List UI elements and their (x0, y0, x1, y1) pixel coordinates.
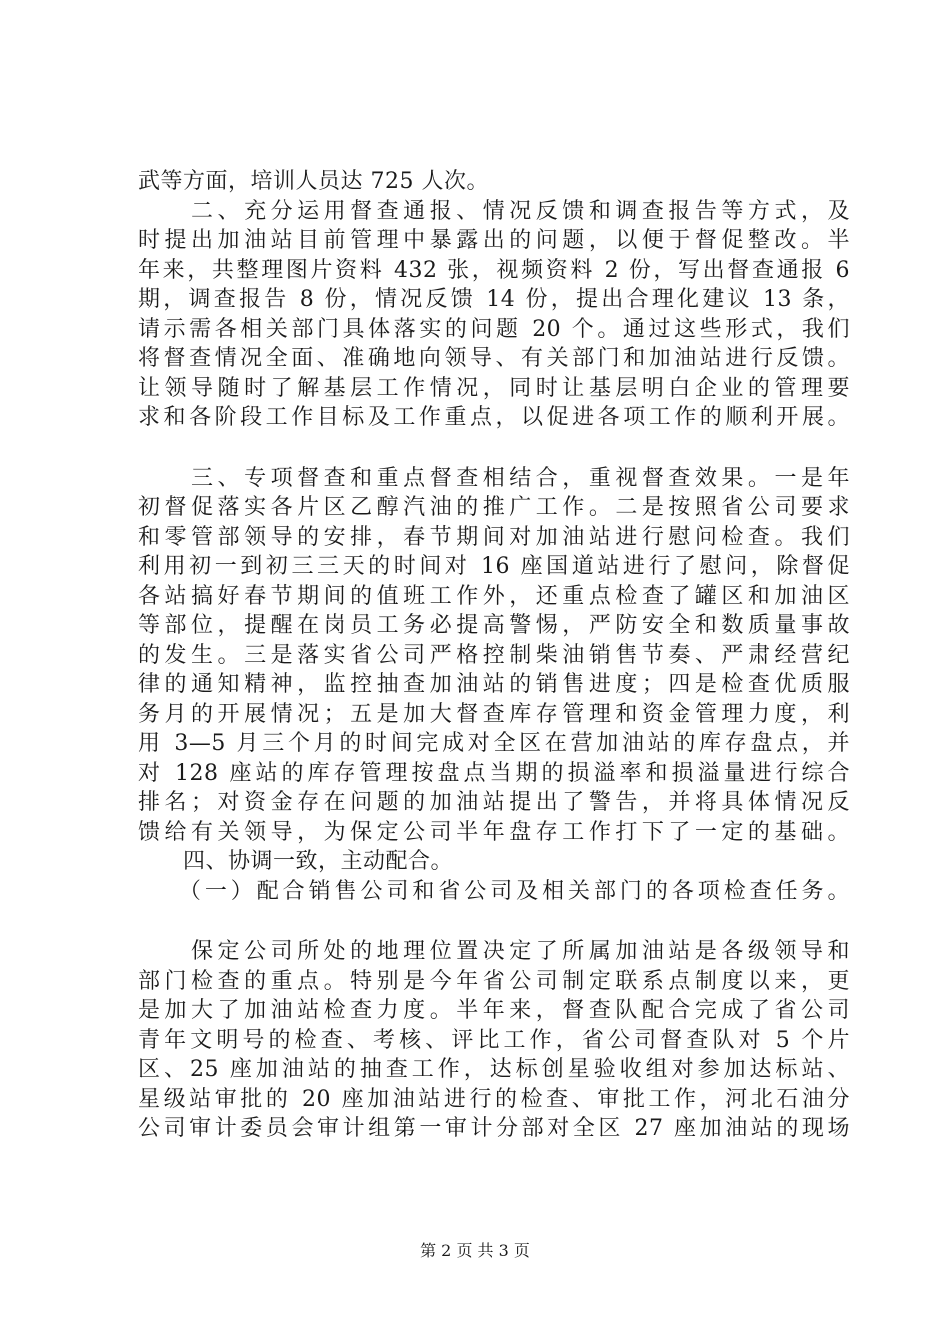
page-number-footer: 第 2 页 共 3 页 (420, 1241, 530, 1260)
text-line: （一）配合销售公司和省公司及相关部门的各项检查任务。 (138, 878, 850, 904)
text-line: 排名；对资金存在问题的加油站提出了警告，并将具体情况反 (138, 790, 850, 815)
text-line: 二、充分运用督查通报、情况反馈和调查报告等方式，及 (138, 198, 850, 224)
text-line: 将督查情况全面、准确地向领导、有关部门和加油站进行反馈。 (138, 346, 850, 371)
text-line: 公司审计委员会审计组第一审计分部对全区 27 座加油站的现场 (138, 1116, 850, 1141)
paragraph (138, 877, 850, 907)
paragraph-spacer (138, 433, 850, 464)
text-line: 部门检查的重点。特别是今年省公司制定联系点制度以来，更 (138, 968, 850, 994)
paragraph (138, 197, 850, 433)
paragraph (138, 167, 850, 197)
text-line: 初督促落实各片区乙醇汽油的推广工作。二是按照省公司要求 (138, 495, 850, 520)
text-line: 武等方面，培训人员达 725 人次。 (138, 169, 489, 194)
paragraph (138, 937, 850, 1144)
text-line: 的发生。三是落实省公司严格控制柴油销售节奏、严肃经营纪 (138, 642, 850, 668)
text-line: 等部位，提醒在岗员工务必提高警惕，严防安全和数质量事故 (138, 613, 850, 638)
text-line: 期，调查报告 8 份，情况反馈 14 份，提出合理化建议 13 条， (138, 287, 850, 312)
text-line: 时提出加油站目前管理中暴露出的问题，以便于督促整改。半 (138, 228, 850, 253)
document-body (138, 167, 850, 1144)
paragraph-spacer (138, 906, 850, 937)
text-line: 区、25 座加油站的抽查工作，达标创星验收组对参加达标站、 (138, 1057, 850, 1082)
text-line: 馈给有关领导，为保定公司半年盘存工作打下了一定的基础。 (138, 819, 850, 845)
text-line: 星级站审批的 20 座加油站进行的检查、审批工作，河北石油分 (138, 1086, 850, 1112)
text-line: 青年文明号的检查、考核、评比工作，省公司督查队对 5 个片 (138, 1027, 850, 1053)
text-line: 年来，共整理图片资料 432 张，视频资料 2 份，写出督查通报 6 (138, 257, 850, 283)
text-line: 请示需各相关部门具体落实的问题 20 个。通过这些形式，我们 (138, 316, 850, 342)
text-line: 求和各阶段工作目标及工作重点，以促进各项工作的顺利开展。 (138, 405, 850, 430)
text-line: 对 128 座站的库存管理按盘点当期的损溢率和损溢量进行综合 (138, 760, 850, 786)
text-line: 保定公司所处的地理位置决定了所属加油站是各级领导和 (138, 939, 850, 964)
text-line: 是加大了加油站检查力度。半年来，督查队配合完成了省公司 (138, 998, 850, 1023)
text-line: 利用初一到初三三天的时间对 16 座国道站进行了慰问，除督促 (138, 554, 850, 579)
text-line: 四、协调一致，主动配合。 (138, 849, 454, 874)
text-line: 和零管部领导的安排，春节期间对加油站进行慰问检查。我们 (138, 524, 850, 550)
text-line: 各站搞好春节期间的值班工作外，还重点检查了罐区和加油区 (138, 583, 850, 609)
text-line: 用 3—5 月三个月的时间完成对全区在营加油站的库存盘点，并 (138, 731, 850, 756)
paragraph (138, 464, 850, 848)
paragraph (138, 847, 850, 877)
text-line: 三、专项督查和重点督查相结合，重视督查效果。一是年 (138, 465, 850, 491)
text-line: 让领导随时了解基层工作情况，同时让基层明白企业的管理要 (138, 375, 850, 401)
text-line: 律的通知精神，监控抽查加油站的销售进度；四是检查优质服 (138, 672, 850, 697)
text-line: 务月的开展情况；五是加大督查库存管理和资金管理力度，利 (138, 701, 850, 727)
